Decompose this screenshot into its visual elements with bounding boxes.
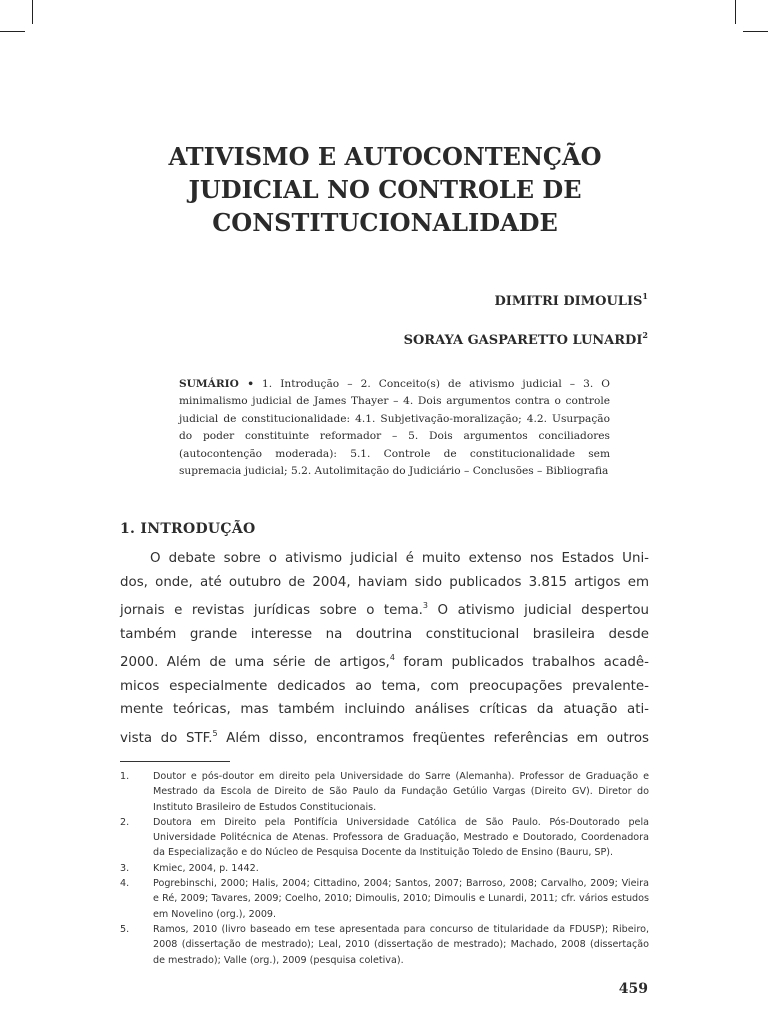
title-line-2: JUDICIAL NO CONTROLE DE xyxy=(188,175,582,204)
author-1-name: DIMITRI DIMOULIS xyxy=(494,294,643,309)
summary-text: 1. Introdução – 2. Conceito(s) de ativismo judicial – 3. O minimalismo judicial de James Thayer – 4. Dois argumentos contra o controle judicial de constitucionalidade: 4.1. Subjetivação-moralização; 4.2. Usurpação do poder constituinte reformador – 5. Dois argumentos conciliadores (autocontenção moderada): 5.1. Controle de constitucionalidade sem supremacia judicial; 5.2. Autolimitação do Judiciário – Conclusões – Bibliografia xyxy=(179,378,610,478)
author-2-footnote-ref[interactable]: 2 xyxy=(642,330,648,340)
crop-mark-top-left-vertical xyxy=(32,0,33,24)
page-number: 459 xyxy=(618,981,648,997)
footnote-ref-5[interactable]: 5 xyxy=(212,728,218,738)
author-1-footnote-ref[interactable]: 1 xyxy=(642,291,648,301)
footnotes xyxy=(120,769,649,968)
footnote-4 xyxy=(120,876,649,922)
footnote-ref-4[interactable]: 4 xyxy=(389,653,395,662)
footnote-ref-3[interactable]: 3 xyxy=(422,601,429,610)
crop-mark-top-right-vertical xyxy=(735,0,736,24)
body-line: mente teóricas, mas também incluindo análises críticas da atuação ati- xyxy=(120,702,649,717)
title-line-1: ATIVISMO E AUTOCONTENÇÃO xyxy=(168,142,602,171)
body-line: micos especialmente dedicados ao tema, com preocupações prevalente- xyxy=(120,678,649,694)
footnote-1 xyxy=(120,769,649,815)
body-line: vista do STF.$^5$ Além disso, encontramos freqüentes referências em outros xyxy=(120,728,649,746)
body-line: jornais e revistas jurídicas sobre o tema.$^3$ O ativismo judicial despertou xyxy=(120,601,649,618)
footnote-5 xyxy=(120,922,649,968)
footnote-number: 5. xyxy=(120,923,130,935)
footnote-2 xyxy=(120,815,649,861)
author-2 xyxy=(404,330,648,348)
section-body xyxy=(120,547,649,750)
footnote-text: Doutor e pós-doutor em direito pela Universidade do Sarre (Alemanha). Professor de Graduação e Mestrado da Escola de Direito de São Paulo da Fundação Getúlio Vargas (Direito GV). Diretor do Instituto Brasileiro de Estudos Constitucionais. xyxy=(153,771,649,813)
footnote-number: 1. xyxy=(120,771,130,782)
footnote-3 xyxy=(120,861,649,876)
article-title xyxy=(120,140,650,239)
footnote-text: Kmiec, 2004, p. 1442. xyxy=(153,862,259,874)
author-1 xyxy=(494,291,648,309)
footnote-text: Pogrebinschi, 2000; Halis, 2004; Cittadino, 2004; Santos, 2007; Barroso, 2008; Carvalho, 2009; Vieira e Ré, 2009; Tavares, 2009; Coelho, 2010; Dimoulis, 2010; Dimoulis e Lunardi, 2011; cfr. vários estudos em Novelino (org.), 2009. xyxy=(153,878,649,920)
body-line: dos, onde, até outubro de 2004, haviam sido publicados 3.815 artigos em xyxy=(120,574,649,590)
footnote-number: 3. xyxy=(120,862,130,874)
footnote-number: 4. xyxy=(120,878,130,890)
author-2-name: SORAYA GASPARETTO LUNARDI xyxy=(403,333,643,348)
title-line-3: CONSTITUCIONALIDADE xyxy=(212,208,558,237)
footnote-text: Ramos, 2010 (livro baseado em tese apresentada para concurso de titularidade da FDUSP); Ribeiro, 2008 (dissertação de mestrado); Leal, 2010 (dissertação de mestrado); Machado, 2008 (dissertação de mestrado); Valle (org.), 2009 (pesquisa coletiva). xyxy=(153,923,649,966)
crop-mark-top-right-horizontal xyxy=(743,31,768,32)
crop-mark-top-left-horizontal xyxy=(0,31,25,32)
footnote-number: 2. xyxy=(120,816,130,828)
section-heading: 1. INTRODUÇÃO xyxy=(120,521,256,537)
footnote-text: Doutora em Direito pela Pontifícia Universidade Católica de São Paulo. Pós-Doutorado pela Universidade Politécnica de Atenas. Professora de Graduação, Mestrado e Doutorado, Coordenadora da Especialização e do Núcleo de Pesquisa Docente da Instituição Toledo de Ensino (Bauru, SP). xyxy=(153,816,649,859)
summary-block xyxy=(179,376,610,480)
body-line: 2000. Além de uma série de artigos,$^4$ foram publicados trabalhos acadê- xyxy=(120,653,649,670)
body-line: também grande interesse na doutrina constitucional brasileira desde xyxy=(120,626,649,642)
summary-label: SUMÁRIO • xyxy=(179,378,254,390)
body-line: O debate sobre o ativismo judicial é muito extenso nos Estados Uni- xyxy=(150,551,649,566)
footnote-divider xyxy=(120,761,230,762)
